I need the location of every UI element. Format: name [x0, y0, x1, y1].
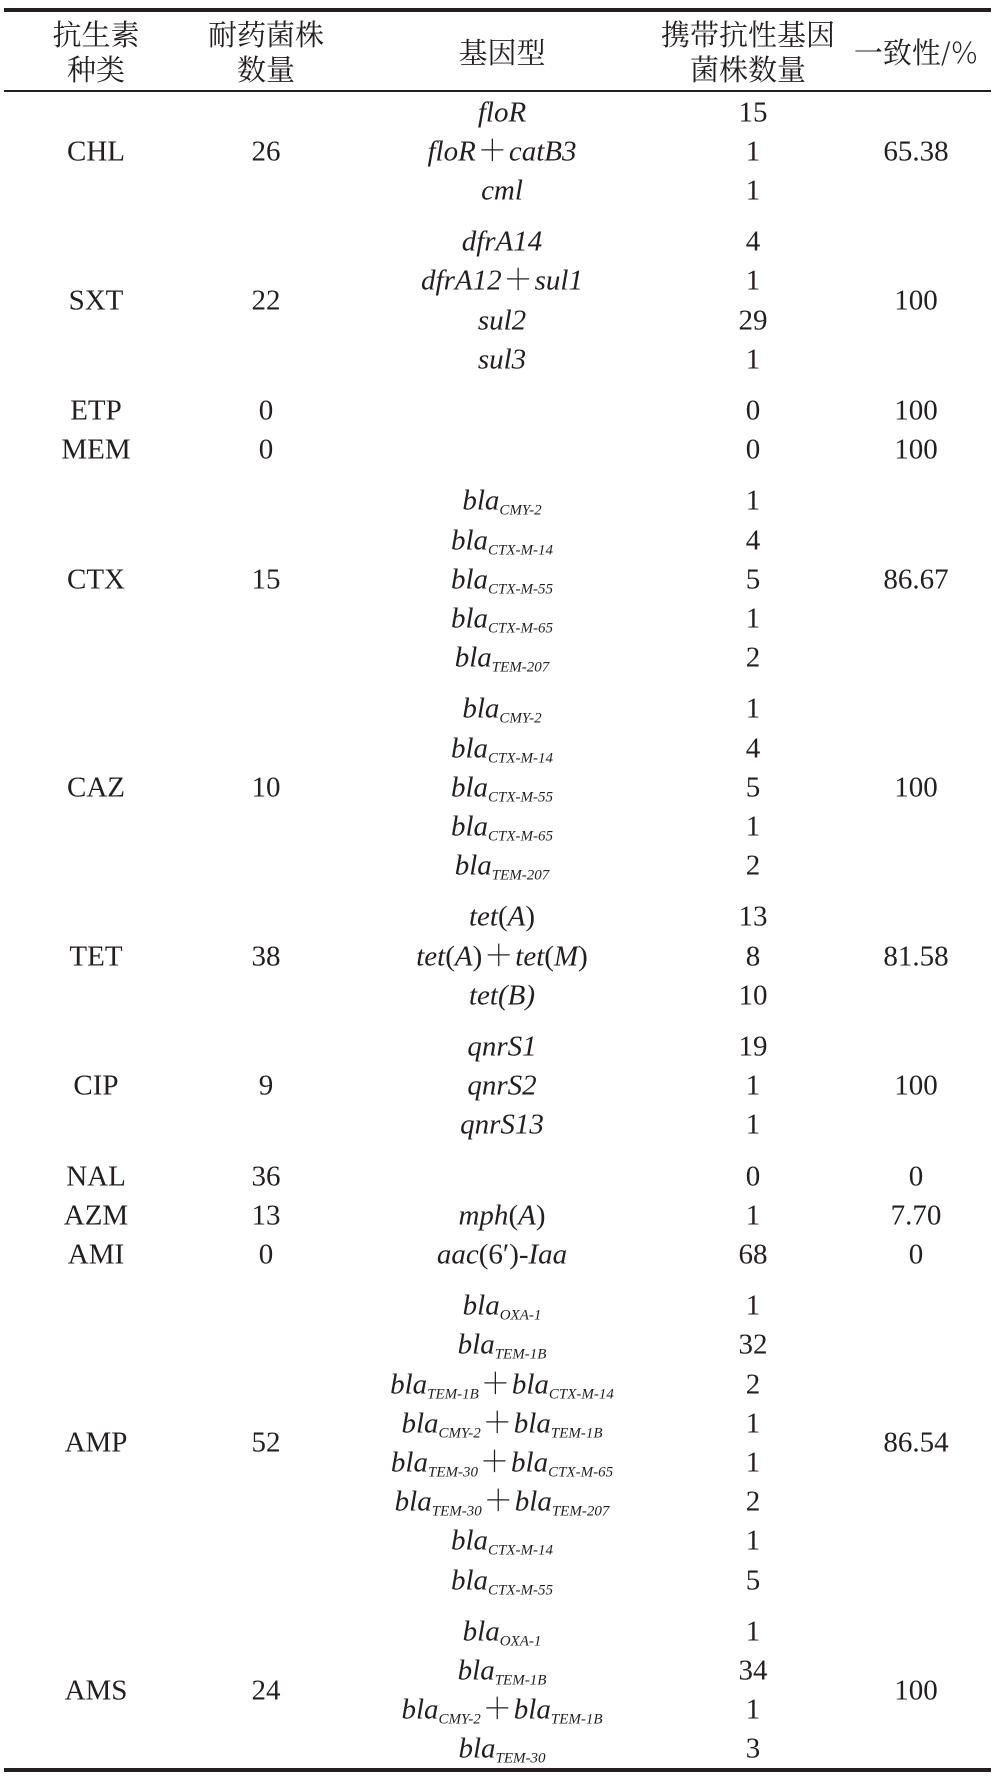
antibiotic-cell: CHL: [67, 135, 125, 168]
genotype-cell: [450, 1524, 554, 1559]
gene-name: M: [553, 940, 579, 972]
gene-name: A: [518, 1199, 536, 1232]
gene-name: bla: [454, 849, 492, 882]
gene-name: aac: [436, 1238, 479, 1271]
carrying-count-cell: 1: [745, 1446, 761, 1479]
bottom-rule: [4, 1768, 991, 1772]
resistant-count-cell: 24: [251, 1674, 281, 1706]
gene-subscript: TEM-30: [427, 1464, 478, 1481]
carrying-count-cell: 2: [745, 641, 761, 674]
genotype-cell: [468, 900, 536, 933]
consistency-cell: 86.67: [883, 563, 949, 596]
gene-name: cml: [481, 174, 523, 207]
gene-subscript: TEM-1B: [550, 1425, 603, 1442]
carrying-count-cell: 1: [745, 264, 761, 297]
gene-name: mph: [458, 1199, 509, 1232]
resistant-count-cell: 15: [251, 563, 281, 596]
resistant-count-cell: 0: [258, 394, 274, 427]
gene-subscript: TEM-207: [491, 867, 550, 884]
consistency-cell: 100: [894, 771, 938, 804]
carrying-count-cell: 1: [745, 135, 761, 168]
carrying-count-cell: 19: [738, 1030, 768, 1063]
header-carrying-line2: 菌株数量: [689, 53, 807, 87]
genotype-cell: [394, 1485, 610, 1520]
genotype-cell: [467, 1069, 537, 1102]
consistency-cell: 100: [894, 433, 938, 466]
antibiotic-cell: CTX: [67, 563, 125, 596]
antibiotic-cell: MEM: [61, 433, 131, 466]
resistant-count-cell: 38: [251, 940, 281, 972]
gene-subscript: CMY-2: [438, 1425, 481, 1442]
genotype-cell: [462, 1615, 542, 1650]
gene-name: bla: [401, 1693, 439, 1726]
genotype-cell: [460, 1108, 544, 1141]
plus-sign: ＋: [482, 1693, 512, 1726]
gene-name: qnrS13: [460, 1108, 544, 1141]
gene-subscript: CTX-M-65: [488, 620, 554, 637]
header-genotype: [458, 36, 545, 71]
gene-name: sul2: [477, 304, 527, 336]
genotype-cell: [421, 264, 583, 297]
gene-subscript: CTX-M-55: [488, 581, 554, 598]
gene-subscript: CTX-M-55: [488, 789, 554, 806]
gene-subscript: TEM-30: [431, 1503, 482, 1520]
resistant-count-cell: 36: [251, 1160, 281, 1192]
carrying-count-cell: 4: [745, 732, 761, 764]
carrying-count-cell: 1: [745, 810, 761, 843]
gene-name: bla: [450, 771, 489, 804]
resistant-count-cell: 9: [258, 1069, 274, 1102]
gene-punct: ): [578, 940, 588, 972]
gene-name: bla: [458, 1732, 496, 1765]
genotype-cell: [478, 98, 526, 127]
plus-sign: ＋: [483, 1485, 513, 1518]
header-genotype-text: 基因型: [458, 36, 546, 70]
header-resistant-line1: 耐药菌株: [207, 18, 325, 52]
genotype-cell: [478, 306, 526, 335]
gene-subscript: TEM-207: [491, 659, 550, 676]
consistency-cell: 100: [894, 394, 938, 427]
genotype-cell: [454, 641, 550, 676]
gene-punct: (: [497, 900, 508, 933]
gene-subscript: TEM-1B: [494, 1672, 547, 1689]
carrying-count-cell: 1: [745, 1524, 761, 1557]
gene-name: bla: [390, 1446, 428, 1479]
carrying-count-cell: 2: [745, 1368, 761, 1400]
genotype-cell: [461, 225, 543, 258]
gene-name: A: [454, 940, 473, 972]
gene-punct: (6′)-: [478, 1238, 529, 1271]
header-consistency-text: 一致性/%: [853, 36, 979, 70]
gene-name: dfrA14: [461, 225, 543, 258]
gene-name: bla: [513, 1407, 551, 1440]
carrying-count-cell: 1: [745, 174, 761, 207]
gene-name: A: [507, 900, 526, 933]
carrying-count-cell: 4: [745, 524, 761, 556]
consistency-cell: 100: [894, 284, 938, 317]
consistency-cell: 0: [908, 1238, 924, 1271]
genotype-cell: [450, 771, 554, 806]
carrying-count-cell: 29: [738, 304, 768, 336]
carrying-count-cell: 1: [745, 1199, 761, 1232]
gene-name: bla: [511, 1446, 549, 1479]
plus-sign: ＋: [482, 1407, 512, 1440]
antibiotic-cell: AMS: [64, 1674, 128, 1706]
genotype-cell: [450, 810, 554, 845]
gene-subscript: CTX-M-14: [488, 1542, 554, 1559]
carrying-count-cell: 3: [745, 1732, 761, 1765]
gene-name: bla: [462, 692, 500, 725]
consistency-cell: 7.70: [890, 1199, 942, 1232]
header-resistant-line2: 数量: [236, 53, 296, 87]
genotype-cell: [457, 1328, 547, 1363]
carrying-count-cell: 2: [745, 1485, 761, 1518]
genotype-cell: [450, 1564, 554, 1598]
resistant-count-cell: 10: [251, 771, 281, 804]
gene-name: qnrS2: [467, 1069, 537, 1102]
genotype-cell: [401, 1693, 603, 1728]
gene-name: bla: [450, 810, 489, 843]
resistant-count-cell: 0: [258, 433, 274, 466]
carrying-count-cell: 1: [745, 692, 761, 725]
antibiotic-cell: CAZ: [67, 771, 125, 804]
carrying-count-cell: 1: [745, 602, 761, 635]
genotype-cell: [450, 524, 554, 558]
antibiotic-cell: CIP: [73, 1069, 119, 1102]
antibiotic-cell: AMP: [64, 1426, 128, 1459]
gene-name: bla: [454, 641, 492, 674]
gene-punct: ): [525, 900, 536, 933]
header-antibiotic-line2: 种类: [66, 53, 126, 87]
gene-name: bla: [462, 1615, 500, 1648]
genotype-cell: [454, 849, 550, 884]
gene-subscript: TEM-30: [495, 1750, 546, 1767]
gene-subscript: TEM-1B: [550, 1711, 603, 1728]
gene-name: bla: [390, 1368, 428, 1400]
gene-name: sul3: [477, 343, 527, 376]
consistency-cell: 100: [894, 1069, 938, 1102]
genotype-cell: [401, 1407, 603, 1442]
gene-name: bla: [401, 1407, 439, 1440]
gene-name: tet: [416, 940, 446, 972]
gene-name: bla: [462, 484, 500, 517]
gene-name: bla: [394, 1485, 432, 1518]
gene-name: catB3: [508, 135, 577, 168]
gene-subscript: TEM-207: [551, 1503, 610, 1520]
gene-subscript: CMY-2: [499, 710, 542, 727]
gene-subscript: CTX-M-55: [488, 1582, 554, 1598]
carrying-count-cell: 1: [745, 343, 761, 376]
consistency-cell: 86.54: [883, 1426, 949, 1459]
plus-sign: ＋: [477, 135, 507, 168]
carrying-count-cell: 8: [745, 940, 761, 972]
gene-name: bla: [450, 602, 489, 635]
gene-subscript: CMY-2: [438, 1711, 481, 1728]
gene-punct: (: [544, 940, 554, 972]
gene-name: tet(B): [468, 979, 536, 1012]
gene-subscript: OXA-1: [499, 1307, 542, 1324]
gene-name: bla: [462, 1289, 500, 1322]
gene-name: bla: [513, 1693, 551, 1726]
carrying-count-cell: 1: [745, 1108, 761, 1141]
genotype-cell: [462, 1289, 542, 1324]
carrying-count-cell: 2: [745, 849, 761, 882]
carrying-count-cell: 1: [745, 1289, 761, 1322]
header-consistency: [854, 36, 978, 71]
carrying-count-cell: 0: [745, 433, 761, 466]
gene-name: sul1: [534, 264, 583, 297]
genotype-cell: [450, 732, 554, 766]
genotype-cell: [437, 1240, 567, 1269]
carrying-count-cell: 15: [738, 96, 768, 128]
gene-punct: (: [508, 1199, 519, 1232]
genotype-cell: [462, 484, 542, 519]
genotype-cell: [458, 1732, 546, 1767]
carrying-count-cell: 1: [745, 484, 761, 517]
gene-punct: (: [445, 940, 455, 972]
gene-name: floR: [427, 135, 476, 168]
gene-name: dfrA12: [421, 264, 502, 297]
carrying-count-cell: 32: [738, 1328, 768, 1361]
genotype-cell: [478, 345, 526, 374]
genotype-cell: [469, 981, 535, 1010]
carrying-count-cell: 0: [745, 1160, 761, 1192]
antibiotic-cell: TET: [69, 940, 123, 972]
gene-name: bla: [450, 563, 489, 596]
gene-subscript: TEM-1B: [494, 1346, 547, 1363]
header-carrying-line1: 携带抗性基因: [660, 18, 836, 52]
carrying-count-cell: 10: [738, 979, 768, 1012]
gene-subscript: CTX-M-14: [488, 542, 554, 558]
header-rule: [4, 90, 991, 92]
antibiotic-cell: NAL: [66, 1160, 126, 1192]
gene-subscript: CMY-2: [499, 502, 542, 519]
genotype-cell: [416, 942, 588, 971]
carrying-count-cell: 1: [745, 1407, 761, 1440]
genotype-cell: [427, 137, 576, 166]
gene-punct: ): [535, 1199, 546, 1232]
genotype-cell: [450, 563, 554, 598]
consistency-cell: 0: [908, 1160, 924, 1192]
antibiotic-cell: SXT: [68, 284, 124, 317]
header-antibiotic-line1: 抗生素: [52, 18, 140, 52]
gene-punct: ): [472, 940, 483, 972]
gene-subscript: CTX-M-65: [548, 1464, 614, 1481]
gene-name: bla: [450, 1524, 489, 1557]
genotype-cell: [481, 176, 523, 205]
genotype-cell: [390, 1446, 614, 1481]
consistency-cell: 81.58: [883, 940, 949, 972]
carrying-count-cell: 5: [745, 1564, 761, 1596]
plus-sign: ＋: [479, 1446, 510, 1479]
gene-subscript: TEM-1B: [427, 1386, 479, 1402]
carrying-count-cell: 1: [745, 1069, 761, 1102]
gene-subscript: CTX-M-14: [488, 750, 554, 766]
genotype-cell: [458, 1201, 545, 1230]
consistency-cell: 65.38: [883, 135, 949, 168]
carrying-count-cell: 4: [745, 225, 761, 258]
gene-name: bla: [457, 1328, 495, 1361]
gene-name: bla: [457, 1654, 495, 1687]
top-rule: [4, 8, 991, 12]
gene-name: tet: [515, 940, 545, 972]
resistant-count-cell: 13: [251, 1199, 281, 1232]
gene-subscript: CTX-M-14: [548, 1386, 614, 1402]
plus-sign: ＋: [503, 264, 533, 297]
carrying-count-cell: 0: [745, 394, 761, 427]
antibiotic-cell: AZM: [63, 1199, 129, 1232]
gene-name: bla: [511, 1368, 549, 1400]
carrying-count-cell: 34: [738, 1654, 768, 1687]
genotype-cell: [457, 1654, 547, 1689]
gene-name: bla: [514, 1485, 552, 1518]
genotype-cell: [390, 1368, 614, 1402]
genotype-cell: [462, 692, 542, 727]
gene-name: Iaa: [528, 1238, 568, 1271]
gene-name: bla: [450, 524, 489, 556]
plus-sign: ＋: [480, 1368, 510, 1400]
gene-name: bla: [450, 1564, 489, 1596]
resistant-count-cell: 26: [251, 135, 281, 168]
antibiotic-cell: AMI: [67, 1238, 125, 1271]
gene-name: floR: [477, 96, 527, 128]
gene-name: tet: [468, 900, 498, 933]
carrying-count-cell: 1: [745, 1615, 761, 1648]
gene-subscript: OXA-1: [499, 1633, 542, 1650]
gene-name: bla: [450, 732, 489, 764]
resistant-count-cell: 0: [258, 1238, 274, 1271]
plus-sign: ＋: [484, 940, 514, 972]
gene-subscript: CTX-M-65: [488, 828, 554, 845]
header-carrying: [661, 18, 835, 88]
genotype-cell: [450, 602, 554, 637]
carrying-count-cell: 13: [738, 900, 768, 933]
header-resistant: [208, 18, 324, 88]
carrying-count-cell: 1: [745, 1693, 761, 1726]
resistant-count-cell: 52: [251, 1426, 281, 1459]
carrying-count-cell: 5: [745, 563, 761, 596]
header-antibiotic: [52, 18, 139, 88]
carrying-count-cell: 5: [745, 771, 761, 804]
carrying-count-cell: 68: [738, 1238, 768, 1271]
gene-table: [4, 0, 991, 1778]
resistant-count-cell: 22: [251, 284, 281, 317]
consistency-cell: 100: [894, 1674, 938, 1706]
gene-name: qnrS1: [467, 1030, 537, 1063]
antibiotic-cell: ETP: [70, 394, 122, 427]
genotype-cell: [467, 1032, 536, 1061]
